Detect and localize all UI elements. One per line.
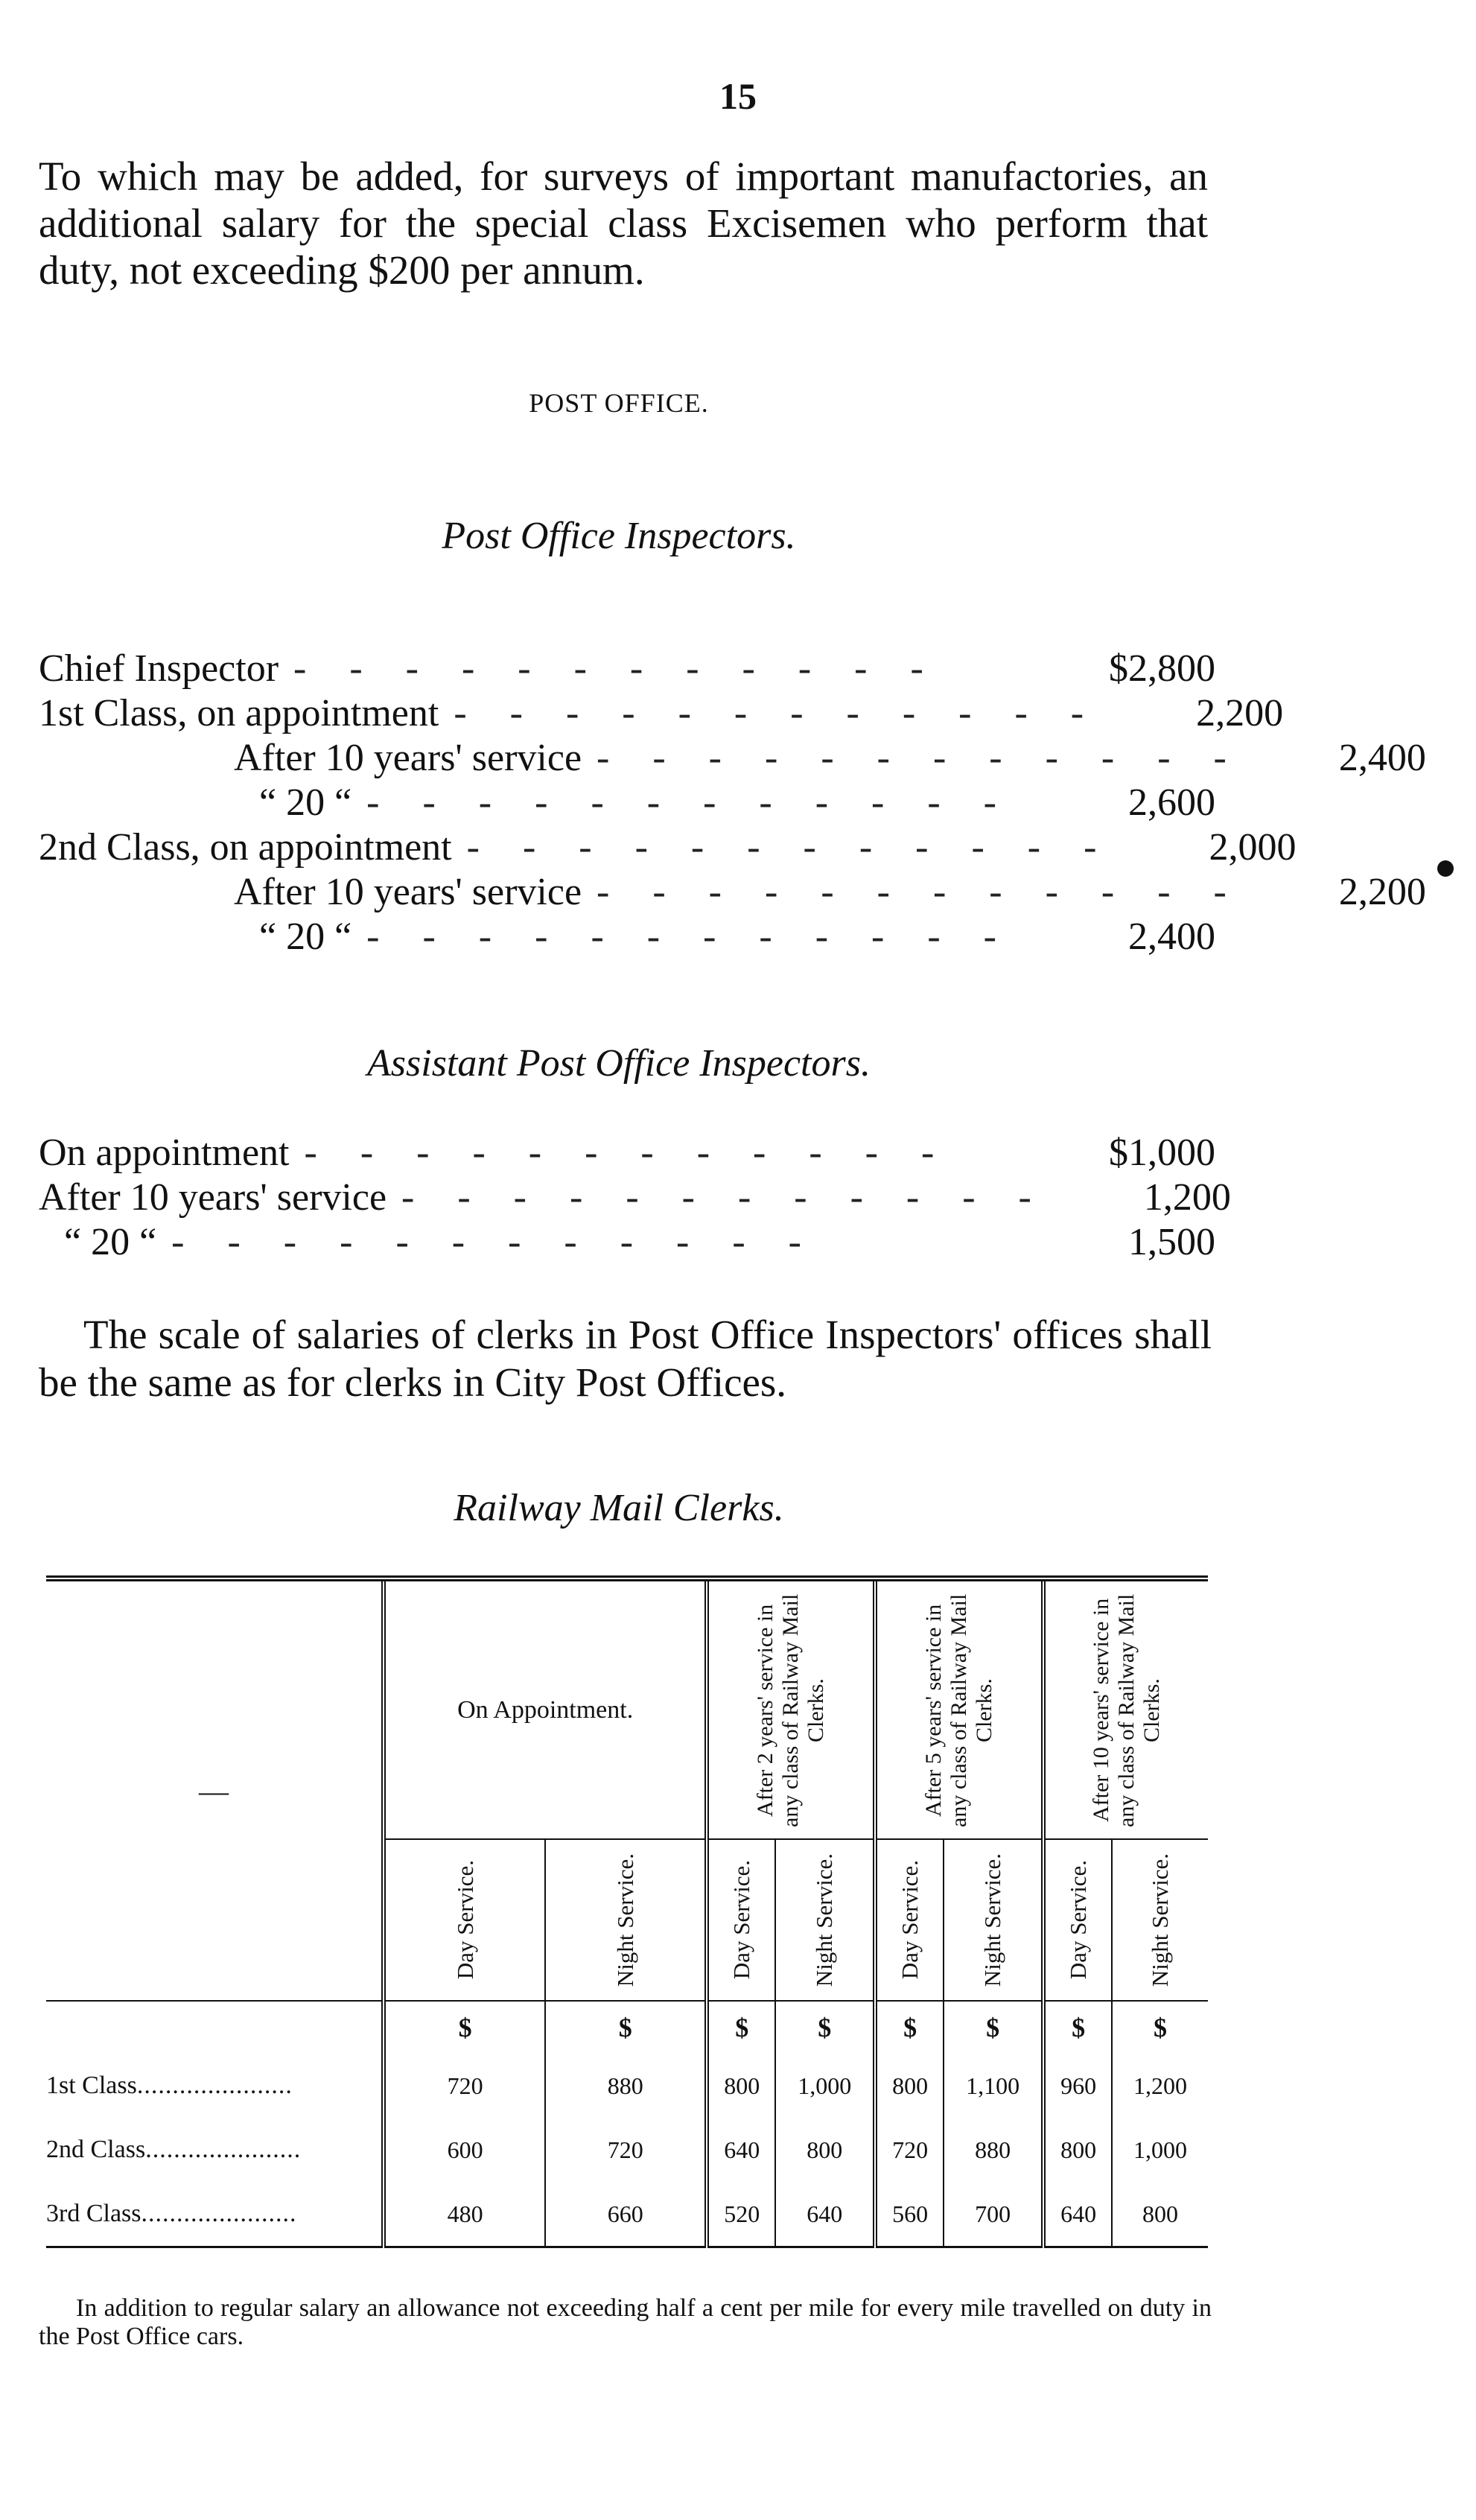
salary-label: After 10 years' service [234, 737, 582, 779]
value-cell: 640 [775, 2182, 875, 2247]
sub-header-label: Night Service. [979, 1853, 1006, 1987]
salary-label: On appointment [39, 1132, 290, 1174]
salary-value: 2,200 [1196, 692, 1284, 734]
value-cell: 960 [1043, 2054, 1112, 2118]
row-label [46, 2118, 384, 2182]
salary-value: $2,800 [1109, 647, 1215, 690]
assistant-salary-list [39, 1131, 1231, 1265]
clerks-scale-paragraph: The scale of salaries of clerks in Post Office Inspectors' offices shall be the same as for clerks in City Post Offices. [39, 1312, 1212, 1405]
value-cell: 660 [545, 2182, 707, 2247]
dot-leader: ------------ [366, 915, 1040, 958]
row-label-text: 2nd Class [46, 2136, 146, 2163]
salary-label: After 10 years' service [39, 1176, 387, 1219]
currency-cell: $ [545, 2001, 707, 2054]
group-header-label: After 2 years' service in any class of Railway Mail Clerks. [753, 1593, 829, 1827]
stub-header: — [199, 1774, 229, 1808]
page-number: 15 [719, 75, 757, 117]
value-cell: 800 [875, 2054, 944, 2118]
currency-cell: $ [1112, 2001, 1208, 2054]
value-cell: 1,000 [775, 2054, 875, 2118]
sub-header-label: Night Service. [811, 1853, 838, 1987]
salary-label: After 10 years' service [234, 871, 582, 913]
currency-row [46, 2001, 1208, 2054]
salary-value: 2,600 [1128, 781, 1215, 824]
salary-row [39, 1220, 1215, 1265]
sub-header-label: Night Service. [611, 1853, 638, 1987]
salary-label: 1st Class, on appointment [39, 692, 439, 734]
value-cell: 800 [775, 2118, 875, 2182]
dot-leader: ------------ [597, 871, 1270, 913]
inspectors-salary-list [39, 647, 1426, 959]
value-cell: 480 [384, 2182, 545, 2247]
salary-label: 2nd Class, on appointment [39, 826, 452, 869]
value-cell: 640 [707, 2118, 775, 2182]
sub-header-night [944, 1839, 1043, 2001]
group-header-label: On Appointment. [457, 1695, 634, 1724]
value-cell: 600 [384, 2118, 545, 2182]
salary-label: “ 20 “ [259, 915, 352, 958]
row-label-text: 1st Class [46, 2072, 137, 2099]
sub-header-label: Day Service. [451, 1860, 478, 1980]
salary-row [39, 1175, 1231, 1220]
salary-row [39, 870, 1426, 915]
group-header-label: After 10 years' service in any class of Railway Mail Clerks. [1089, 1593, 1165, 1827]
currency-cell: $ [775, 2001, 875, 2054]
assistant-inspectors-heading: Assistant Post Office Inspectors. [367, 1042, 871, 1085]
table-row [46, 2182, 1208, 2247]
salary-value: 1,200 [1143, 1176, 1231, 1219]
salary-value: 2,400 [1338, 737, 1426, 779]
value-cell: 1,200 [1112, 2054, 1208, 2118]
sub-header-night [775, 1839, 875, 2001]
row-label-text: 3rd Class [46, 2200, 141, 2227]
dot-leader: ------------ [401, 1176, 1075, 1219]
salary-row [39, 647, 1215, 691]
currency-cell: $ [944, 2001, 1043, 2054]
dot-leader: ...................... [141, 2200, 297, 2227]
value-cell: 700 [944, 2182, 1043, 2247]
salary-row [39, 691, 1284, 736]
salary-value: 2,200 [1338, 871, 1426, 913]
sub-header-night [1112, 1839, 1208, 2001]
value-cell: 800 [1043, 2118, 1112, 2182]
dot-leader: ------------ [597, 737, 1270, 779]
dot-leader: ------------ [171, 1221, 844, 1263]
sub-header-label: Day Service. [897, 1860, 923, 1980]
value-cell: 720 [384, 2054, 545, 2118]
salary-label: “ 20 “ [64, 1221, 157, 1263]
group-header-label: After 5 years' service in any class of Railway Mail Clerks. [921, 1593, 997, 1827]
salary-row [39, 781, 1215, 825]
salary-value: 2,400 [1128, 915, 1215, 958]
inspectors-heading: Post Office Inspectors. [442, 515, 796, 557]
sub-header-label: Day Service. [1065, 1860, 1092, 1980]
value-cell: 560 [875, 2182, 944, 2247]
group-header-after-5-years [875, 1578, 1043, 1839]
salary-row [39, 915, 1215, 959]
table-row [46, 2054, 1208, 2118]
salary-value: $1,000 [1109, 1132, 1215, 1174]
group-header-after-2-years [707, 1578, 875, 1839]
table-group-header-row [46, 1578, 1208, 1839]
sub-header-night [545, 1839, 707, 2001]
value-cell: 720 [875, 2118, 944, 2182]
salary-row [39, 1131, 1215, 1175]
value-cell: 800 [1112, 2182, 1208, 2247]
dot-leader: ------------ [293, 647, 967, 690]
value-cell: 520 [707, 2182, 775, 2247]
railway-mail-clerks-table [46, 1575, 1208, 2248]
value-cell: 880 [944, 2118, 1043, 2182]
sub-header-day [384, 1839, 545, 2001]
currency-cell: $ [1043, 2001, 1112, 2054]
currency-cell: $ [707, 2001, 775, 2054]
value-cell: 720 [545, 2118, 707, 2182]
sub-header-day [875, 1839, 944, 2001]
intro-paragraph: To which may be added, for surveys of important manufactories, an additional salary for the special class Excisemen who perform that duty, not exceeding $200 per annum. [39, 153, 1208, 293]
sub-header-day [707, 1839, 775, 2001]
dot-leader: ------------ [466, 826, 1140, 869]
table-row [46, 2118, 1208, 2182]
currency-cell: $ [384, 2001, 545, 2054]
salary-row [39, 736, 1426, 781]
row-label [46, 2182, 384, 2247]
value-cell: 1,100 [944, 2054, 1043, 2118]
dot-leader: ...................... [145, 2136, 302, 2163]
dot-leader: ...................... [136, 2072, 293, 2099]
row-label [46, 2054, 384, 2118]
value-cell: 640 [1043, 2182, 1112, 2247]
sub-header-label: Night Service. [1147, 1853, 1174, 1987]
currency-cell: $ [875, 2001, 944, 2054]
sub-header-day [1043, 1839, 1112, 2001]
salary-row [39, 825, 1297, 870]
dot-leader: ------------ [304, 1132, 978, 1174]
salary-value: 1,500 [1128, 1221, 1215, 1263]
dot-leader: ------------ [366, 781, 1040, 824]
salary-label: Chief Inspector [39, 647, 279, 690]
footnote: In addition to regular salary an allowance not exceeding half a cent per mile for every mile travelled on duty in the Post Office cars. [39, 2294, 1212, 2350]
salary-label: “ 20 “ [259, 781, 352, 824]
stub-cell [46, 2001, 384, 2054]
salary-value: 2,000 [1209, 826, 1297, 869]
group-header-on-appointment [384, 1578, 707, 1839]
value-cell: 880 [545, 2054, 707, 2118]
ink-speck [1437, 860, 1454, 877]
railway-mail-clerks-heading: Railway Mail Clerks. [454, 1487, 784, 1529]
group-header-after-10-years [1043, 1578, 1208, 1839]
value-cell: 800 [707, 2054, 775, 2118]
post-office-heading: POST OFFICE. [529, 388, 709, 418]
dot-leader: ------------ [454, 692, 1127, 734]
value-cell: 1,000 [1112, 2118, 1208, 2182]
sub-header-label: Day Service. [728, 1860, 755, 1980]
